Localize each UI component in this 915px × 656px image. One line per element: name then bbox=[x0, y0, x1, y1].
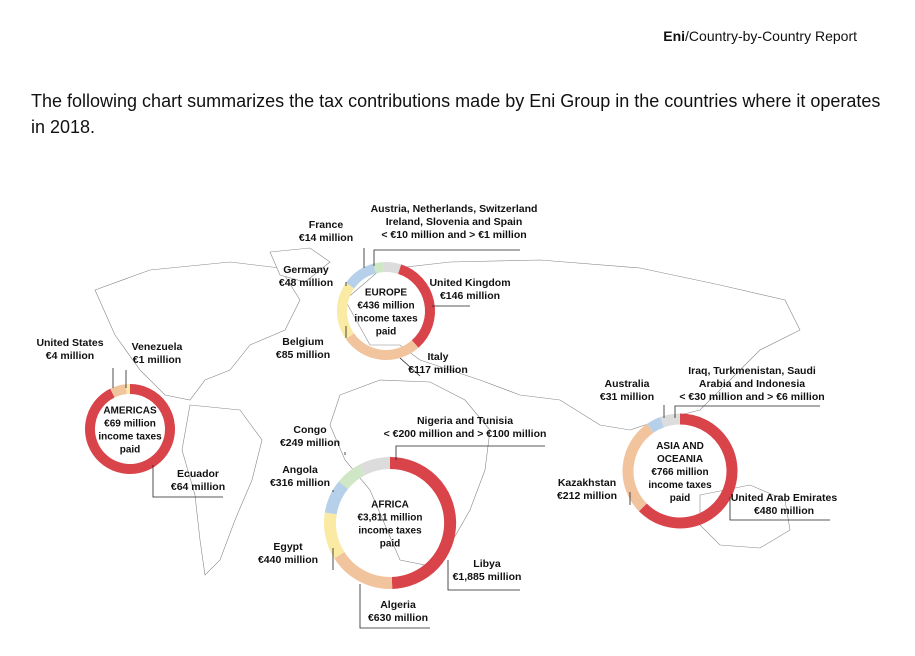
label-line: United Kingdom bbox=[429, 277, 511, 289]
label-line: €48 million bbox=[278, 277, 334, 289]
label-line: Austria, Netherlands, Switzerland bbox=[370, 203, 538, 215]
center-label-line: €69 million bbox=[104, 418, 156, 430]
label-ecuador bbox=[153, 465, 225, 497]
label-line: United Arab Emirates bbox=[730, 492, 838, 504]
label-line: €146 million bbox=[439, 290, 501, 302]
center-label-line: paid bbox=[375, 326, 397, 338]
label-line: €249 million bbox=[279, 437, 341, 449]
slice-austria-netherlands-switzerland-ireland-slovenia-and-spain bbox=[383, 267, 399, 269]
slice-united-states bbox=[112, 389, 126, 393]
center-label-line: AMERICAS bbox=[103, 405, 157, 417]
label-united-kingdom bbox=[429, 277, 510, 306]
label-algeria bbox=[360, 584, 430, 628]
center-label-line: income taxes bbox=[354, 313, 418, 325]
label-line: Kazakhstan bbox=[557, 477, 617, 489]
label-line: €64 million bbox=[170, 481, 226, 493]
center-label-line: €3,811 million bbox=[357, 512, 423, 524]
slice-kazakhstan bbox=[628, 428, 650, 507]
label-line: €212 million bbox=[556, 490, 618, 502]
center-label-line: income taxes bbox=[358, 525, 422, 537]
label-libya bbox=[448, 558, 521, 590]
center-label-line: €436 million bbox=[357, 300, 415, 312]
label-line: < €200 million and > €100 million bbox=[383, 428, 547, 440]
label-line: Italy bbox=[427, 351, 449, 363]
label-line: Venezuela bbox=[131, 341, 183, 353]
label-egypt bbox=[258, 541, 333, 570]
center-label-line: EUROPE bbox=[364, 287, 408, 299]
slice-france bbox=[375, 267, 384, 268]
label-line: < €10 million and > €1 million bbox=[381, 229, 527, 241]
center-label-line: income taxes bbox=[648, 480, 712, 491]
label-line: €1 million bbox=[132, 354, 182, 366]
donut-asia-and-oceania bbox=[628, 419, 732, 523]
label-line: Congo bbox=[293, 424, 327, 436]
label-united-states bbox=[36, 337, 113, 388]
donut-americas bbox=[90, 389, 170, 469]
center-label-line: paid bbox=[119, 444, 141, 456]
header-title: /Country-by-Country Report bbox=[685, 28, 857, 44]
center-label-line: AFRICA bbox=[371, 499, 409, 511]
label-kazakhstan bbox=[557, 477, 630, 505]
label-line: €85 million bbox=[275, 349, 331, 361]
slice-australia bbox=[650, 422, 662, 428]
label-line: France bbox=[308, 219, 344, 231]
intro-paragraph: The following chart summarizes the tax contributions made by Eni Group in the countries where it operates in 2018. bbox=[31, 91, 881, 137]
label-austria-netherlands-switzerland-ireland-slovenia-and-spain bbox=[371, 203, 538, 266]
center-label-line: OCEANIA bbox=[656, 454, 704, 465]
label-line: €4 million bbox=[45, 350, 95, 362]
slice-angola bbox=[331, 485, 344, 513]
label-line: < €30 million and > €6 million bbox=[679, 391, 825, 403]
header-company: Eni bbox=[663, 28, 686, 44]
center-label-line: ASIA AND bbox=[656, 441, 704, 452]
label-line: €1,885 million bbox=[452, 571, 522, 583]
label-line: Belgium bbox=[282, 336, 324, 348]
label-line: €440 million bbox=[257, 554, 319, 566]
center-label-line: income taxes bbox=[98, 431, 162, 443]
label-line: €630 million bbox=[367, 612, 429, 624]
label-line: Algeria bbox=[380, 599, 416, 611]
label-line: Nigeria and Tunisia bbox=[416, 415, 514, 427]
label-angola bbox=[270, 464, 333, 492]
label-line: Egypt bbox=[273, 541, 303, 553]
label-belgium bbox=[276, 326, 346, 361]
center-label-line: paid bbox=[669, 493, 691, 504]
label-line: Germany bbox=[283, 264, 329, 276]
label-line: Angola bbox=[282, 464, 318, 476]
label-line: Libya bbox=[473, 558, 501, 570]
label-line: €316 million bbox=[269, 477, 331, 489]
label-germany bbox=[279, 264, 346, 289]
label-line: Arabia and Indonesia bbox=[698, 378, 806, 390]
slice-nigeria-and-tunisia bbox=[362, 463, 390, 470]
label-line: Australia bbox=[604, 378, 650, 390]
slice-iraq-turkmenistan-saudi-arabia-and-indonesia bbox=[662, 419, 680, 422]
label-line: €480 million bbox=[753, 505, 815, 517]
center-label-line: €766 million bbox=[651, 467, 709, 478]
label-line: €31 million bbox=[599, 391, 655, 403]
slice-congo bbox=[343, 470, 362, 485]
slice-algeria bbox=[339, 555, 392, 583]
label-line: Ireland, Slovenia and Spain bbox=[385, 216, 523, 228]
label-line: €14 million bbox=[298, 232, 354, 244]
label-line: Iraq, Turkmenistan, Saudi bbox=[688, 365, 816, 377]
center-label-line: paid bbox=[379, 538, 401, 550]
slice-egypt bbox=[330, 513, 339, 555]
label-line: United States bbox=[36, 337, 104, 349]
label-line: €117 million bbox=[408, 364, 468, 376]
label-line: Ecuador bbox=[176, 468, 220, 480]
